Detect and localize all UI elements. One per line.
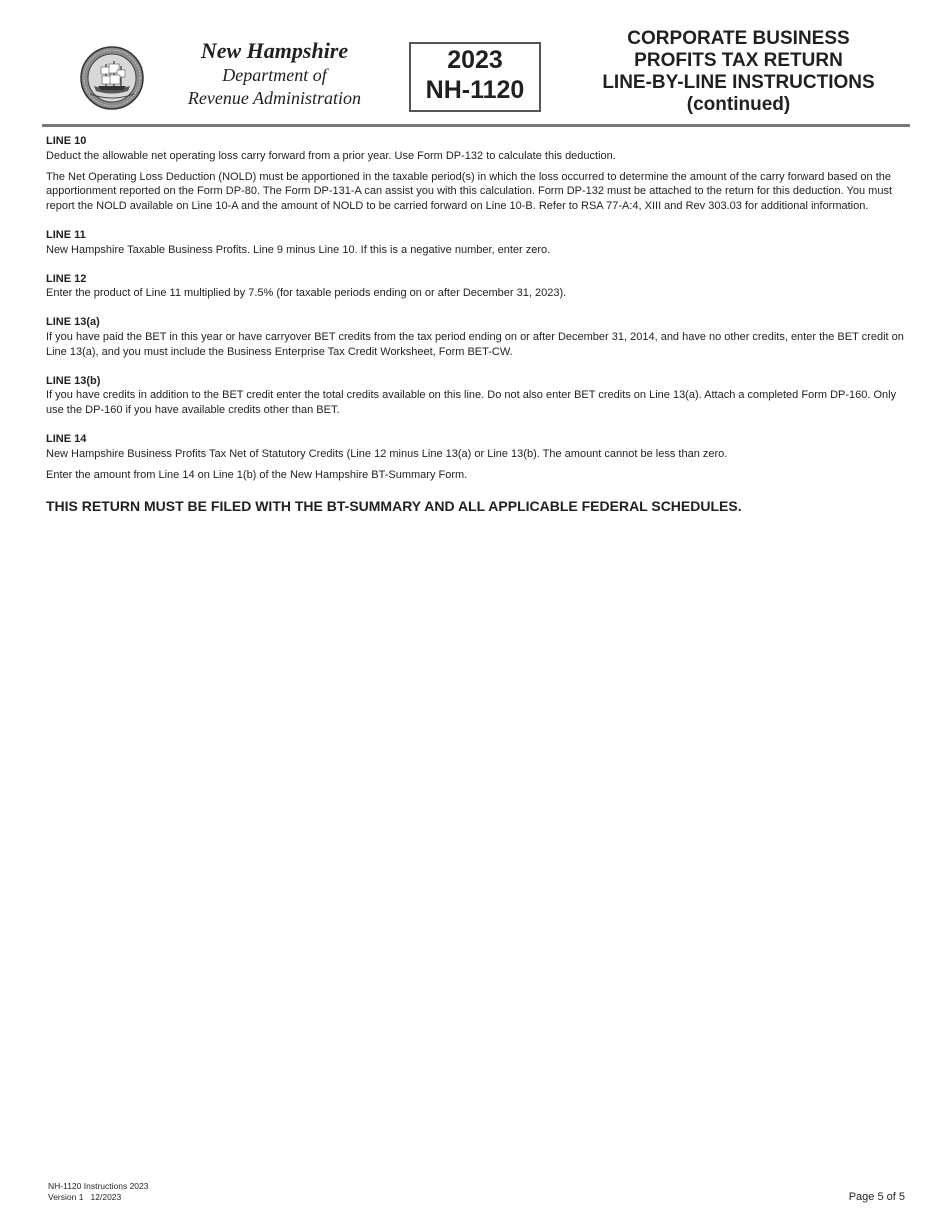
section-paragraph: Enter the amount from Line 14 on Line 1(b) of the New Hampshire BT-Summary Form. [46, 468, 468, 481]
section-heading: LINE 14 [46, 432, 87, 445]
agency-block [162, 38, 387, 110]
title-line2: PROFITS TAX RETURN [634, 50, 843, 71]
section-paragraph: If you have credits in addition to the BET credit enter the total credits available on this line. Do not also enter BET credits on Line 13(a). Attach a completed Form DP-160. Only use the DP-160 if you have available credits other than BET. [46, 389, 897, 416]
footer-doc-info [48, 1181, 148, 1203]
section-paragraph: New Hampshire Taxable Business Profits. Line 9 minus Line 10. If this is a negative number, enter zero. [46, 243, 551, 256]
section-line-13b [46, 374, 906, 418]
title-line1: CORPORATE BUSINESS [627, 28, 850, 49]
section-heading: LINE 13(a) [46, 316, 100, 329]
section-heading: LINE 13(b) [46, 374, 101, 387]
agency-dept-line1: Department of [222, 65, 327, 85]
section-heading: LINE 10 [46, 135, 87, 147]
form-year: 2023 [447, 46, 503, 74]
section-paragraph: Enter the product of Line 11 multiplied by 7.5% (for taxable periods ending on or after December 31, 2023). [46, 287, 567, 300]
section-paragraph: If you have paid the BET in this year or have carryover BET credits from the tax period ending on or after December 31, 2014, and have no other credits, enter the BET credit on Line 13(a), and you must include the Business Enterprise Tax Credit Worksheet, Form BET-CW. [46, 330, 904, 358]
instructions-body [46, 134, 906, 515]
filing-requirement-notice: THIS RETURN MUST BE FILED WITH THE BT-SUMMARY AND ALL APPLICABLE FEDERAL SCHEDULES. [46, 497, 742, 514]
nh-state-seal-icon [80, 46, 144, 110]
agency-name: New Hampshire [200, 38, 349, 63]
section-paragraph: New Hampshire Business Profits Tax Net of Statutory Credits (Line 12 minus Line 13(a) or Line 13(b). The amount cannot be less than zero. [46, 447, 728, 460]
section-line-11 [46, 228, 906, 257]
section-heading: LINE 11 [46, 228, 86, 241]
title-line3: LINE-BY-LINE INSTRUCTIONS [602, 72, 875, 93]
form-number: NH-1120 [425, 76, 525, 104]
footer-version: Version 1 12/2023 [48, 1192, 122, 1202]
section-line-12 [46, 272, 906, 301]
section-line-14 [46, 432, 906, 482]
title-line4: (continued) [686, 94, 791, 115]
section-heading: LINE 12 [46, 272, 87, 285]
form-id-box [409, 42, 541, 112]
section-paragraph: The Net Operating Loss Deduction (NOLD) must be apportioned in the taxable period(s) in which the loss occurred to determine the amount of the carry forward based on the apportionment reported on the Form DP-80. The Form DP-131-A can assist you with this calculation. Form DP-132 must be attached to the return for this deduction. You must report the NOLD available on Line 10-A and the amount of NOLD to be carried forward on Line 10-B. Refer to RSA 77-A:4, XIII and Rev 303.03 for additional information. [46, 170, 892, 212]
section-line-10 [46, 134, 906, 213]
section-paragraph: Deduct the allowable net operating loss carry forward from a prior year. Use Form DP-132 to calculate this deduction. [46, 149, 616, 162]
footer-page-number: Page 5 of 5 [848, 1191, 905, 1203]
section-line-13a [46, 315, 906, 359]
header-divider [42, 124, 910, 127]
footer-doc-name: NH-1120 Instructions 2023 [48, 1181, 149, 1191]
agency-dept-line2: Revenue Administration [187, 88, 362, 108]
page-header [46, 26, 910, 124]
document-title [591, 28, 886, 116]
